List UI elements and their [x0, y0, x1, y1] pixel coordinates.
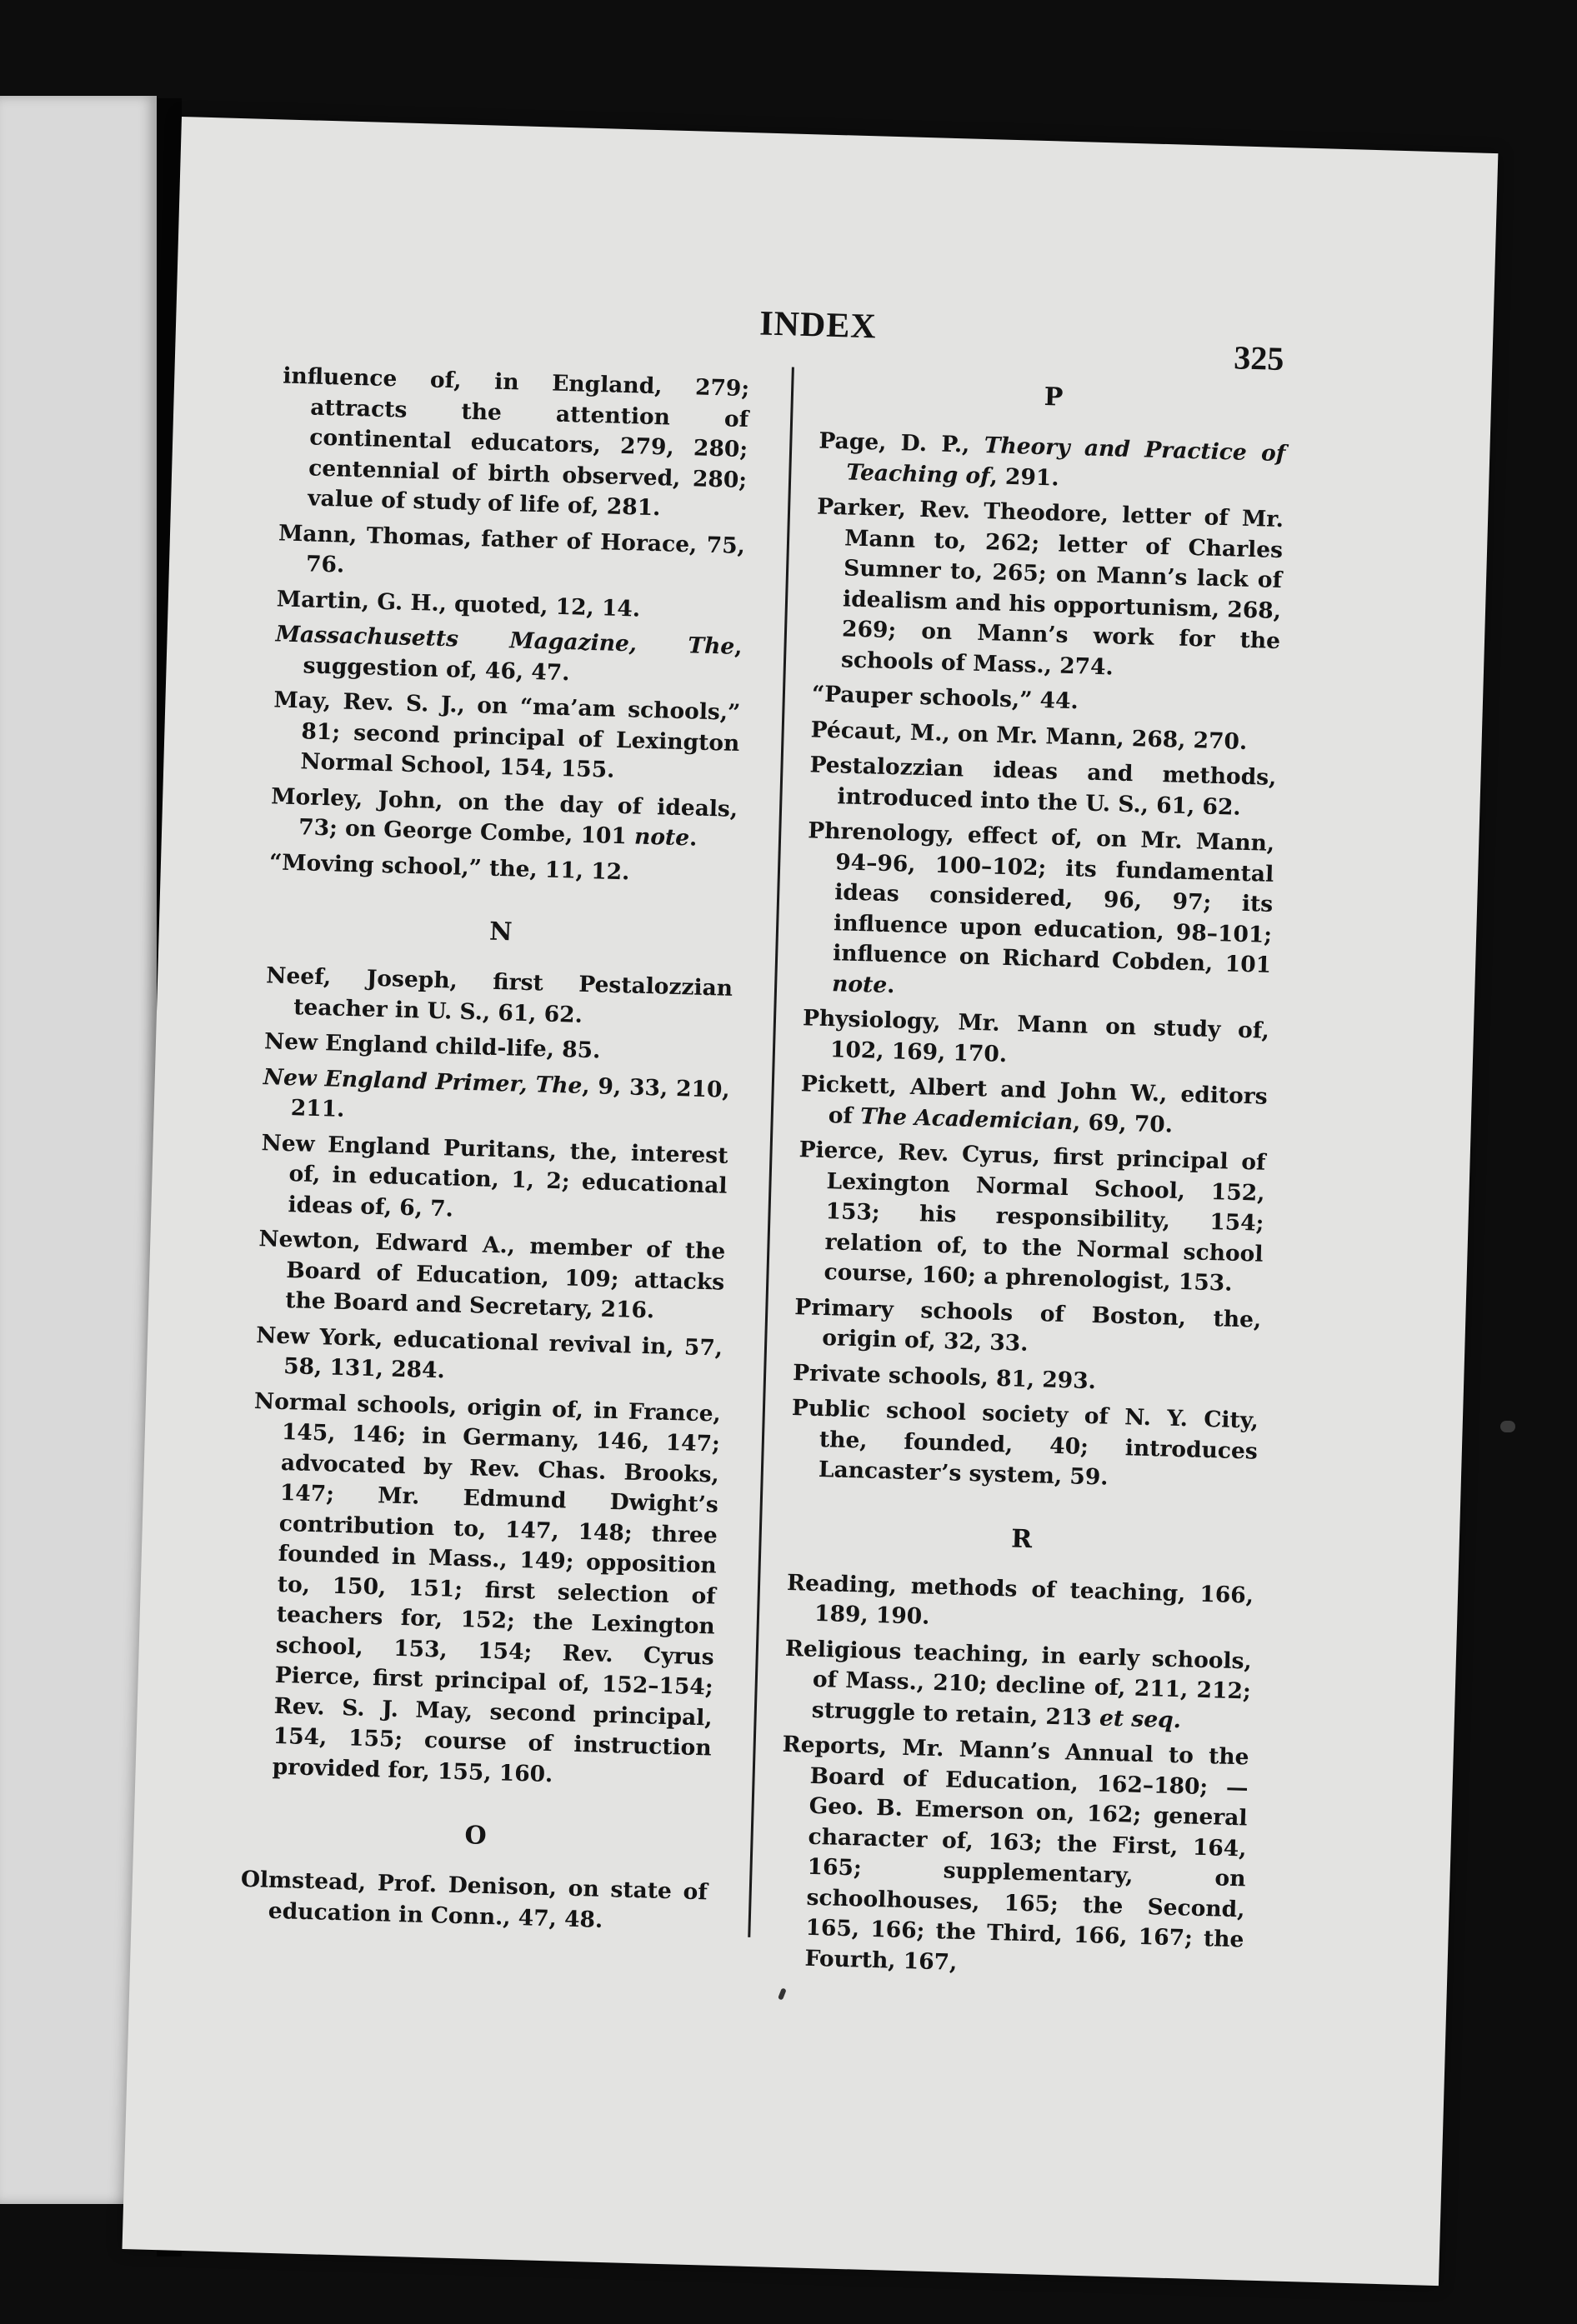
- index-column-left: [239, 362, 749, 1944]
- index-entry: “Moving school,” the, 11, 12.: [268, 848, 630, 885]
- index-letter-heading: O: [463, 1821, 488, 1852]
- page-edge-mark: [1500, 1421, 1515, 1432]
- running-head: INDEX: [758, 304, 878, 347]
- index-letter-heading: R: [1010, 1523, 1033, 1554]
- index-entry: Neef, Joseph, first Pestalozzian teacher in U. S., 61, 62.: [265, 962, 733, 1028]
- index-entry: Pestalozzian ideas and methods, introduced into the U. S., 61, 62.: [809, 752, 1277, 821]
- index-entry: Newton, Edward A., member of the Board of Education, 109; attacks the Board and Secretary, 216.: [258, 1226, 726, 1324]
- index-entry: Religious teaching, in early schools, of Mass., 210; decline of, 211, 212; struggle to retain, 213 et seq.: [784, 1635, 1253, 1733]
- index-entry: Phrenology, effect of, on Mr. Mann, 94–96, 100–102; its fundamental ideas considered, 96, 97; its influence upon education, 98–101; influence on Richard Cobden, 101 note.: [807, 817, 1275, 998]
- index-entry: New England child-life, 85.: [263, 1028, 601, 1064]
- index-entry: New York, educational revival in, 57, 58, 131, 284.: [255, 1322, 723, 1384]
- ink-smudge: [778, 1987, 787, 2000]
- index-column-right: [776, 377, 1287, 1992]
- index-page: [123, 117, 1499, 2286]
- index-entry: Pécaut, M., on Mr. Mann, 268, 270.: [810, 716, 1248, 755]
- index-entry: Public school society of N. Y. City, the, founded, 40; introduces Lancaster’s system, 59.: [791, 1395, 1259, 1491]
- index-entry: Martin, G. H., quoted, 12, 14.: [276, 585, 641, 622]
- index-entry: Morley, John, on the day of ideals, 73; on George Combe, 101 note.: [270, 782, 738, 852]
- index-letter-heading: N: [488, 917, 513, 947]
- index-entry: New England Puritans, the, interest of, in education, 1, 2; educational ideas of, 6, 7.: [261, 1129, 728, 1222]
- index-entry: Private schools, 81, 293.: [792, 1359, 1097, 1394]
- index-entry: New England Primer, The, 9, 33, 210, 211.: [263, 1063, 731, 1122]
- page-number: 325: [1233, 338, 1285, 378]
- index-letter-heading: P: [1044, 382, 1064, 412]
- index-entry: Parker, Rev. Theodore, letter of Mr. Mann to, 262; letter of Charles Sumner to, 265; on Mann’s lack of idealism and his opportunism, 268, 269; on Mann’s work for the schools of Mass., 274.: [816, 493, 1284, 680]
- index-entry: Reading, methods of teaching, 166, 189, 190.: [786, 1569, 1254, 1630]
- index-entry: Pickett, Albert and John W., editors of The Academician, 69, 70.: [800, 1071, 1269, 1138]
- index-entry: Primary schools of Boston, the, origin of, 32, 33.: [794, 1293, 1262, 1357]
- index-entry: influence of, in England, 279; attracts the attention of continental educators, 279, 280; centennial of birth observed, 280; value of study of life of, 281.: [282, 362, 750, 522]
- index-entry: Normal schools, origin of, in France, 145, 146; in Germany, 146, 147; advocated by Rev. Chas. Brooks, 147; Mr. Edmund Dwight’s contribution to, 147, 148; three founded in Mass., 149; opposition to, 150, 151; first selection of teachers for, 152; the Lexington school, 153, 154; Rev. Cyrus Pierce, first principal of, 152–154; Rev. S. J. May, second principal, 154, 155; course of instruction provided for, 155, 160.: [253, 1387, 722, 1787]
- index-entry: Page, D. P., Theory and Practice of Teaching of, 291.: [819, 427, 1286, 492]
- index-entry: Reports, Mr. Mann’s Annual to the Board of Education, 162–180; — Geo. B. Emerson on, 162; general character of, 163; the First, 164, 165; supplementary, on schoolhouses, 165; the Second, 165, 166; the Third, 166, 167; the Fourth, 167,: [782, 1731, 1249, 1976]
- index-entry: May, Rev. S. J., on “ma’am schools,” 81; second principal of Lexington Normal School, 154, 155.: [273, 687, 741, 783]
- index-entry: Olmstead, Prof. Denison, on state of education in Conn., 47, 48.: [240, 1866, 708, 1933]
- index-entry: “Pauper schools,” 44.: [811, 681, 1079, 715]
- index-entry: Mann, Thomas, father of Horace, 75, 76.: [278, 519, 746, 578]
- index-entry: Massachusetts Magazine, The, suggestion of, 46, 47.: [275, 621, 743, 686]
- index-entry: Physiology, Mr. Mann on study of, 102, 169, 170.: [802, 1005, 1270, 1067]
- index-entry: Pierce, Rev. Cyrus, first principal of Lexington Normal School, 152, 153; his responsibility, 154; relation of, to the Normal school course, 160; a phrenologist, 153.: [799, 1137, 1266, 1297]
